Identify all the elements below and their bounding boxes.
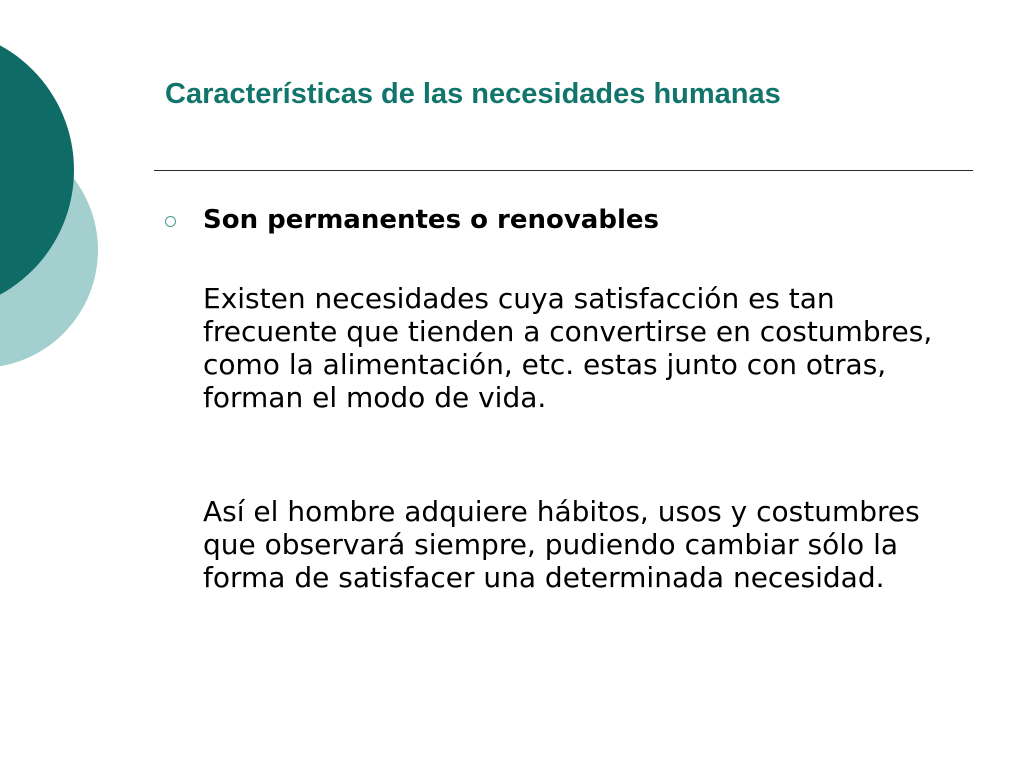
body-paragraph-2: Así el hombre adquiere hábitos, usos y costumbres que observará siempre, pudiendo cambiar sólo la forma de satisfacer una determinada necesidad. [203, 495, 920, 594]
bullet-heading: Son permanentes o renovables [203, 205, 659, 235]
slide-title: Características de las necesidades humanas [165, 78, 781, 110]
title-divider [154, 170, 973, 171]
body-paragraph-1: Existen necesidades cuya satisfacción es tan frecuente que tienden a convertirse en costumbres, como la alimentación, etc. estas junto con otras, forman el modo de vida. [203, 282, 933, 414]
decorative-circles [0, 0, 110, 420]
hollow-circle-bullet-icon [165, 216, 176, 227]
